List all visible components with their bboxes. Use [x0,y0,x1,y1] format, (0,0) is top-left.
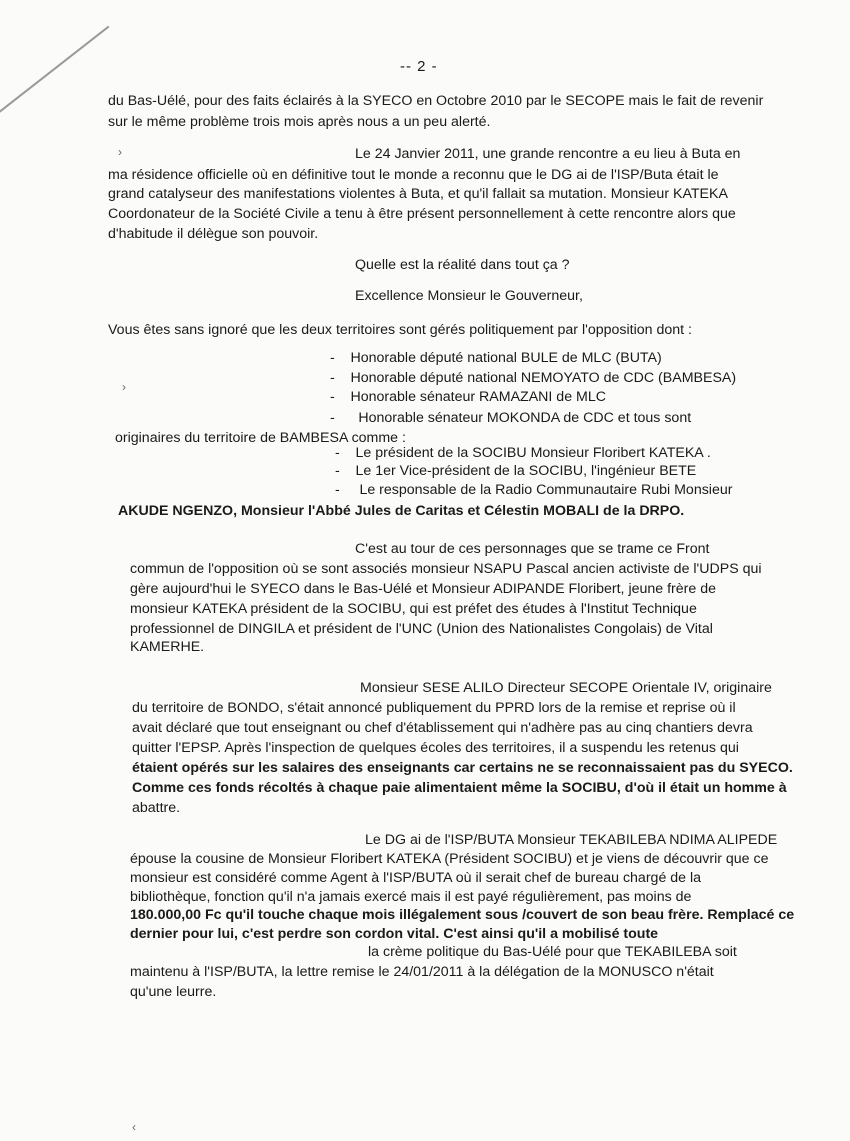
text-line: grand catalyseur des manifestations violentes à Buta, et qu'il fallait sa mutation. Monsieur KATEKA [108,186,728,202]
text-line: Le 24 Janvier 2011, une grande rencontre a eu lieu à Buta en [355,146,741,162]
text-line: Vous êtes sans ignoré que les deux territoires sont gérés politiquement par l'opposition dont : [108,322,692,338]
text-line: commun de l'opposition où se sont associés monsieur NSAPU Pascal ancien activiste de l'UDPS qui [130,561,762,577]
text-line: monsieur est considéré comme Agent à l'ISP/BUTA où il serait chef de bureau chargé de la [130,870,702,886]
text-line: gère aujourd'hui le SYECO dans le Bas-Uélé et Monsieur ADIPANDE Floribert, jeune frère de [130,581,716,597]
text-line: quitter l'EPSP. Après l'inspection de quelques écoles des territoires, il a suspendu les retenus qui [132,740,739,756]
text-line: professionnel de DINGILA et président de l'UNC (Union des Nationalistes Congolais) de Vital [130,621,713,637]
text-line: la crème politique du Bas-Uélé pour que TEKABILEBA soit [368,944,737,960]
salutation: Excellence Monsieur le Gouverneur, [355,288,583,304]
scan-speck: ‹ [132,1120,136,1134]
text-line: dernier pour lui, c'est perdre son cordon vital. C'est ainsi qu'il a mobilisé toute [130,926,659,942]
text-line: Le DG ai de l'ISP/BUTA Monsieur TEKABILEBA NDIMA ALIPEDE [365,832,778,848]
text-line: monsieur KATEKA président de la SOCIBU, qui est préfet des études à l'Institut Technique [130,601,697,617]
text-line: sur le même problème trois mois après nous a un peu alerté. [108,114,491,130]
text-line: étaient opérés sur les salaires des enseignants car certains ne se reconnaissaient pas du SYECO. [132,760,793,776]
text-line: avait déclaré que tout enseignant ou chef d'établissement qui n'adhère pas au cinq chantiers devra [132,720,753,736]
text-line: C'est au tour de ces personnages que se trame ce Front [355,541,710,557]
scan-speck: › [122,380,126,394]
text-line: qu'une leurre. [130,984,217,1000]
text-line: du Bas-Uélé, pour des faits éclairés à la SYECO en Octobre 2010 par le SECOPE mais le fait de revenir [108,93,764,109]
scan-speck: › [118,145,122,159]
text-line: ma résidence officielle où en définitive tout le monde a reconnu que le DG ai de l'ISP/Buta était le [108,167,719,183]
list-item: - Le responsable de la Radio Communautaire Rubi Monsieur [335,482,733,498]
text-line: épouse la cousine de Monsieur Floribert KATEKA (Président SOCIBU) et je viens de découvrir que ce [130,851,769,867]
text-line: d'habitude il délègue son pouvoir. [108,226,319,242]
text-line: maintenu à l'ISP/BUTA, la lettre remise le 24/01/2011 à la délégation de la MONUSCO n'était [130,964,714,980]
text-line: Coordonateur de la Société Civile a tenu à être présent personnellement à cette rencontre alors que [108,206,736,222]
text-line: bibliothèque, fonction qu'il n'a jamais exercé mais il est payé régulièrement, pas moins de [130,889,692,905]
list-item: - Honorable député national BULE de MLC (BUTA) [330,350,662,366]
page-number: -- 2 - [400,58,438,75]
text-line: Comme ces fonds récoltés à chaque paie alimentaient même la SOCIBU, d'où il était un homme à [132,780,787,796]
text-line: du territoire de BONDO, s'était annoncé publiquement du PPRD lors de la remise et reprise où il [132,700,736,716]
list-item: - Honorable député national NEMOYATO de CDC (BAMBESA) [330,370,737,386]
fold-mark [0,26,109,120]
text-line: AKUDE NGENZO, Monsieur l'Abbé Jules de Caritas et Célestin MOBALI de la DRPO. [118,503,685,519]
text-line: Monsieur SESE ALILO Directeur SECOPE Orientale IV, originaire [360,680,772,696]
text-line: 180.000,00 Fc qu'il touche chaque mois illégalement sous /couvert de son beau frère. Remplacé ce [130,907,795,923]
list-item: - Honorable sénateur MOKONDA de CDC et tous sont [330,410,692,426]
list-item: - Le président de la SOCIBU Monsieur Floribert KATEKA . [335,445,711,461]
list-item: - Le 1er Vice-président de la SOCIBU, l'ingénieur BETE [335,463,697,479]
question-line: Quelle est la réalité dans tout ça ? [355,257,570,273]
list-item: - Honorable sénateur RAMAZANI de MLC [330,389,606,405]
text-line: originaires du territoire de BAMBESA comme : [115,430,406,446]
text-line: abattre. [132,800,181,816]
text-line: KAMERHE. [130,639,205,655]
